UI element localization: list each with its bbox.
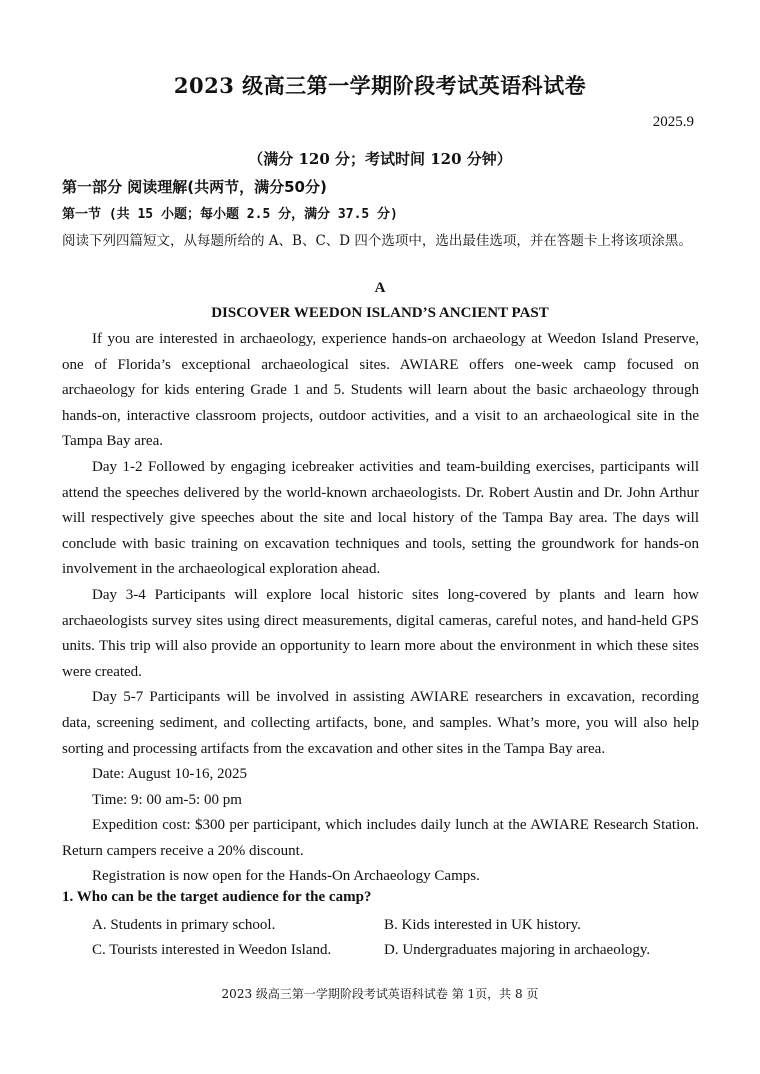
passage-paragraph: Day 5-7 Participants will be involved in assisting AWIARE researchers in excavation, recording data, screening sediment, and collecting artifacts, bone, and samples. What’s more, you will also help sorting and processing artifacts from the excavation and other sites in the Tampa Bay area. xyxy=(62,689,699,757)
passage-time: Time: 9: 00 am-5: 00 pm xyxy=(92,791,242,808)
option-b: B. Kids interested in UK history. xyxy=(384,917,581,933)
option-c: C. Tourists interested in Weedon Island. xyxy=(92,942,332,958)
option-d: D. Undergraduates majoring in archaeology. xyxy=(384,942,651,958)
page-footer: 2023 级高三第一学期阶段考试英语科试卷 第 1页，共 8 页 xyxy=(221,987,539,1001)
passage-body xyxy=(62,327,699,890)
passage-registration: Registration is now open for the Hands-On Archaeology Camps. xyxy=(92,868,480,885)
exam-date: 2025.9 xyxy=(652,114,694,130)
passage-paragraph: If you are interested in archaeology, experience hands-on archaeology at Weedon Island Preserve, one of Florida’s exceptional archaeological sites. AWIARE offers one-week camp focused on archaeology for kids entering Grade 1 and 5. Students will learn about the basic archaeology through hands-on, interactive classroom projects, outdoor activities, and a visit to an archaeological site in the Tampa Bay area. xyxy=(62,331,699,450)
passage-letter: A xyxy=(374,280,386,296)
part-heading: 第一部分 阅读理解(共两节，满分50分) xyxy=(62,178,327,196)
passage-paragraph: Day 1-2 Followed by engaging icebreaker activities and team-building exercises, participants will attend the speeches delivered by the world-known archaeologists. Dr. Robert Austin and Dr. John Arthur will respectively give speeches about the site and local history of the Tampa Bay area. The days will conclude with basic training on excavation techniques and tools, setting the groundwork for hands-on involvement in the archaeological exploration ahead. xyxy=(62,458,699,578)
option-a: A. Students in primary school. xyxy=(92,917,276,933)
passage-paragraph: Day 3-4 Participants will explore local historic sites long-covered by plants and learn how archaeologists survey sites using direct measurements, digital cameras, careful notes, and hand-held GPS units. This trip will also provide an opportunity to learn more about the environment in which these sites were created. xyxy=(62,586,699,680)
exam-title: 2023 级高三第一学期阶段考试英语科试卷 xyxy=(173,73,587,98)
question-stem: 1. Who can be the target audience for the camp? xyxy=(62,889,372,905)
passage-title: DISCOVER WEEDON ISLAND’S ANCIENT PAST xyxy=(211,305,549,321)
passage-date: Date: August 10-16, 2025 xyxy=(92,766,247,783)
passage-cost: Expedition cost: $300 per participant, which includes daily lunch at the AWIARE Research Station. Return campers receive a 20% discount. xyxy=(62,817,699,859)
section-heading: 第一节 (共 15 小题；每小题 2.5 分，满分 37.5 分) xyxy=(62,207,398,222)
score-info: （满分 120 分；考试时间 120 分钟） xyxy=(248,150,512,168)
instructions: 阅读下列四篇短文，从每题所给的 A、B、C、D 四个选项中，选出最佳选项，并在答题卡上将该项涂黑。 xyxy=(62,233,692,249)
